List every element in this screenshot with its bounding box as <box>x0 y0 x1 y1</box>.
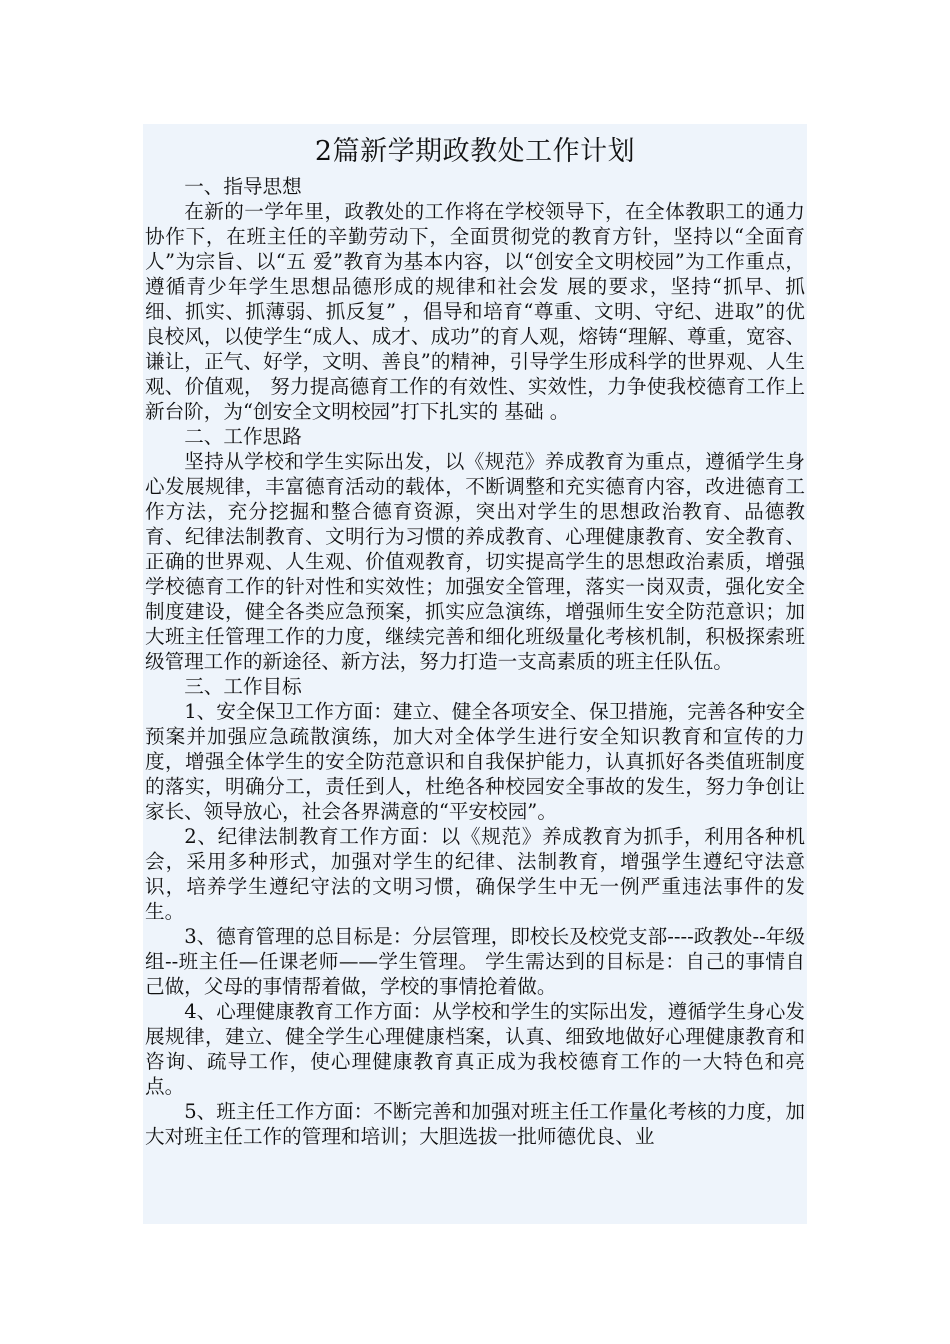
section-heading-guiding-ideology: 一、指导思想 <box>184 175 302 198</box>
section-heading-work-approach: 二、工作思路 <box>184 425 302 448</box>
section-heading-work-goals: 三、工作目标 <box>184 675 302 698</box>
paragraph-guiding-ideology: 在新的一学年里，政教处的工作将在学校领导下，在全体教职工的通力协作下，在班主任的辛勤劳动下，全面贯彻党的教育方针，坚持以“全面育人”为宗旨、以“五 爱”教育为基本内容，以“创安全文明校园”为工作重点，遵循青少年学生思想品德形成的规律和社会发 展的要求，坚持“抓早、抓细、抓实、抓薄弱、抓反复” ，倡导和培育“尊重、文明、守纪、进取”的优良校风，以使学生“成人、成才、成功”的育人观，熔铸“理解、尊重，宽容、谦让，正气、好学，文明、善良”的精神，引导学生形成科学的世界观、人生观、价值观， 努力提高德育工作的有效性、实效性，力争使我校德育工作上新台阶，为“创安全文明校园”打下扎实的 基础 。 <box>145 200 805 423</box>
document-title: 2篇新学期政教处工作计划 <box>314 136 636 167</box>
document-body <box>143 124 807 1224</box>
paragraph-goal-safety: 1、安全保卫工作方面：建立、健全各项安全、保卫措施，完善各种安全预案并加强应急疏散演练，加大对全体学生进行安全知识教育和宣传的力度，增强全体学生的安全防范意识和自我保护能力，认真抓好各类值班制度的落实，明确分工，责任到人，杜绝各种校园安全事故的发生，努力争创让家长、领导放心，社会各界满意的“平安校园”。 <box>145 700 805 823</box>
paragraph-goal-moral-management: 3、德育管理的总目标是：分层管理，即校长及校党支部----政教处--年级组--班主任—任课老师——学生管理。 学生需达到的目标是：自己的事情自己做，父母的事情帮着做，学校的事情抢着做。 <box>145 925 805 998</box>
paragraph-work-approach: 坚持从学校和学生实际出发，以《规范》养成教育为重点，遵循学生身心发展规律，丰富德育活动的载体，不断调整和充实德育内容，改进德育工作方法，充分挖掘和整合德育资源，突出对学生的思想政治教育、品德教育、纪律法制教育、文明行为习惯的养成教育、心理健康教育、安全教育、正确的世界观、人生观、价值观教育，切实提高学生的思想政治素质，增强学校德育工作的针对性和实效性；加强安全管理，落实一岗双责，强化安全制度建设，健全各类应急预案，抓实应急演练，增强师生安全防范意识；加大班主任管理工作的力度，继续完善和细化班级量化考核机制，积极探索班级管理工作的新途径、新方法，努力打造一支高素质的班主任队伍。 <box>145 450 805 673</box>
paragraph-goal-class-teacher: 5、班主任工作方面：不断完善和加强对班主任工作量化考核的力度，加大对班主任工作的管理和培训；大胆选拔一批师德优良、业 <box>145 1100 805 1148</box>
paragraph-goal-mental-health: 4、心理健康教育工作方面：从学校和学生的实际出发，遵循学生身心发展规律，建立、健全学生心理健康档案，认真、细致地做好心理健康教育和咨询、疏导工作，使心理健康教育真正成为我校德育工作的一大特色和亮点。 <box>145 1000 805 1098</box>
paragraph-goal-discipline: 2、纪律法制教育工作方面：以《规范》养成教育为抓手，利用各种机会，采用多种形式，加强对学生的纪律、法制教育，增强学生遵纪守法意识，培养学生遵纪守法的文明习惯，确保学生中无一例严重违法事件的发生。 <box>145 825 805 923</box>
